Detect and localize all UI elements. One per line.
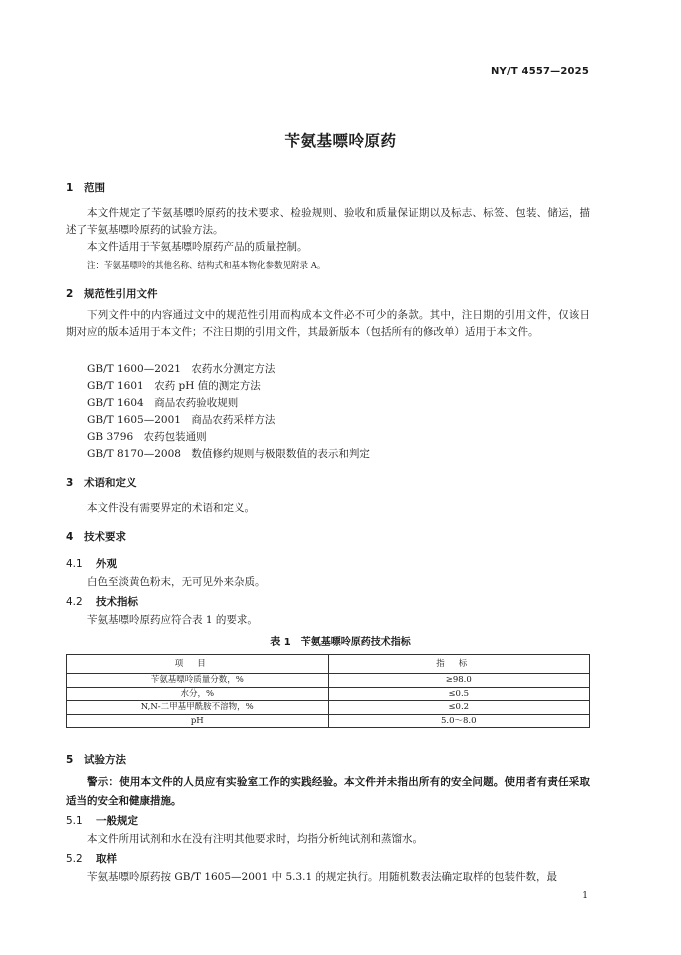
reference-item: GB/T 1601 农药 pH 值的测定方法	[87, 380, 261, 392]
safety-warning: 警示：使用本文件的人员应有实验室工作的实践经验。本文件并未指出所有的安全问题。使用者有责任采取适当的安全和健康措施。	[66, 776, 590, 807]
section-number: 1	[66, 182, 74, 194]
subsection-5-1-heading	[66, 813, 138, 828]
table-row	[67, 687, 590, 701]
document-title: 苄氨基嘌呤原药	[284, 132, 397, 150]
table-caption: 表 1 苄氨基嘌呤原药技术指标	[270, 637, 411, 648]
table-header-row	[67, 655, 590, 674]
section-number: 5	[66, 754, 74, 766]
table-cell: 5.0～8.0	[328, 714, 590, 728]
reference-item: GB/T 8170—2008 数值修约规则与极限数值的表示和判定	[87, 448, 370, 460]
subsection-title: 一般规定	[96, 815, 138, 827]
paragraph: 白色至淡黄色粉末，无可见外来杂质。	[87, 576, 266, 588]
subsection-title: 外观	[96, 558, 117, 570]
section-5-heading	[66, 752, 126, 767]
table-cell: 苄氨基嘌呤质量分数，%	[67, 674, 329, 688]
table-cell: 水分，%	[67, 687, 329, 701]
reference-item: GB/T 1604 商品农药验收规则	[87, 397, 239, 409]
reference-item: GB 3796 农药包装通则	[87, 431, 207, 443]
table-row	[67, 674, 590, 688]
section-title: 技术要求	[84, 531, 126, 543]
section-number: 4	[66, 531, 74, 543]
reference-item: GB/T 1605—2001 商品农药采样方法	[87, 414, 276, 426]
table-cell: ≤0.5	[328, 687, 590, 701]
section-title: 规范性引用文件	[84, 288, 158, 300]
subsection-5-2-heading	[66, 851, 117, 866]
subsection-title: 取样	[96, 853, 117, 865]
spec-table	[66, 654, 590, 728]
subsection-number: 5.2	[66, 853, 83, 865]
table-cell: pH	[67, 714, 329, 728]
paragraph: 苄氨基嘌呤原药应符合表 1 的要求。	[87, 614, 258, 626]
table-cell: ≥98.0	[328, 674, 590, 688]
paragraph: 本文件适用于苄氨基嘌呤原药产品的质量控制。	[87, 241, 308, 253]
note: 注：苄氨基嘌呤的其他名称、结构式和基本物化参数见附录 A。	[87, 261, 326, 271]
table-row	[67, 714, 590, 728]
table-header-cell: 项目	[67, 655, 329, 674]
paragraph: 本文件规定了苄氨基嘌呤原药的技术要求、检验规则、验收和质量保证期以及标志、标签、包装、储运，描述了苄氨基嘌呤原药的试验方法。	[66, 207, 590, 236]
table-cell: N,N-二甲基甲酰胺不溶物，%	[67, 701, 329, 715]
table-row	[67, 701, 590, 715]
subsection-title: 技术指标	[96, 596, 138, 608]
subsection-4-2-heading	[66, 594, 138, 609]
section-4-heading	[66, 529, 126, 544]
standard-code: NY/T 4557—2025	[490, 66, 589, 77]
section-3-heading	[66, 475, 137, 490]
reference-item: GB/T 1600—2021 农药水分测定方法	[87, 363, 276, 375]
section-number: 3	[66, 477, 74, 489]
paragraph: 本文件所用试剂和水在没有注明其他要求时，均指分析纯试剂和蒸馏水。	[87, 833, 423, 845]
section-2-heading	[66, 286, 158, 301]
section-title: 术语和定义	[84, 477, 137, 489]
section-title: 范围	[84, 182, 105, 194]
paragraph: 本文件没有需要界定的术语和定义。	[87, 502, 255, 514]
table-cell: ≤0.2	[328, 701, 590, 715]
section-title: 试验方法	[84, 754, 126, 766]
table-header-cell: 指标	[328, 655, 590, 674]
subsection-number: 4.1	[66, 558, 83, 570]
section-1-heading	[66, 180, 105, 195]
subsection-4-1-heading	[66, 556, 117, 571]
paragraph: 下列文件中的内容通过文中的规范性引用而构成本文件必不可少的条款。其中，注日期的引用文件，仅该日期对应的版本适用于本文件；不注日期的引用文件，其最新版本（包括所有的修改单）适用于本文件。	[66, 309, 590, 338]
section-number: 2	[66, 288, 74, 300]
paragraph: 苄氨基嘌呤原药按 GB/T 1605—2001 中 5.3.1 的规定执行。用随机数表法确定取样的包装件数，最	[87, 871, 557, 883]
subsection-number: 5.1	[66, 815, 83, 827]
page-number: 1	[582, 891, 588, 901]
subsection-number: 4.2	[66, 596, 83, 608]
